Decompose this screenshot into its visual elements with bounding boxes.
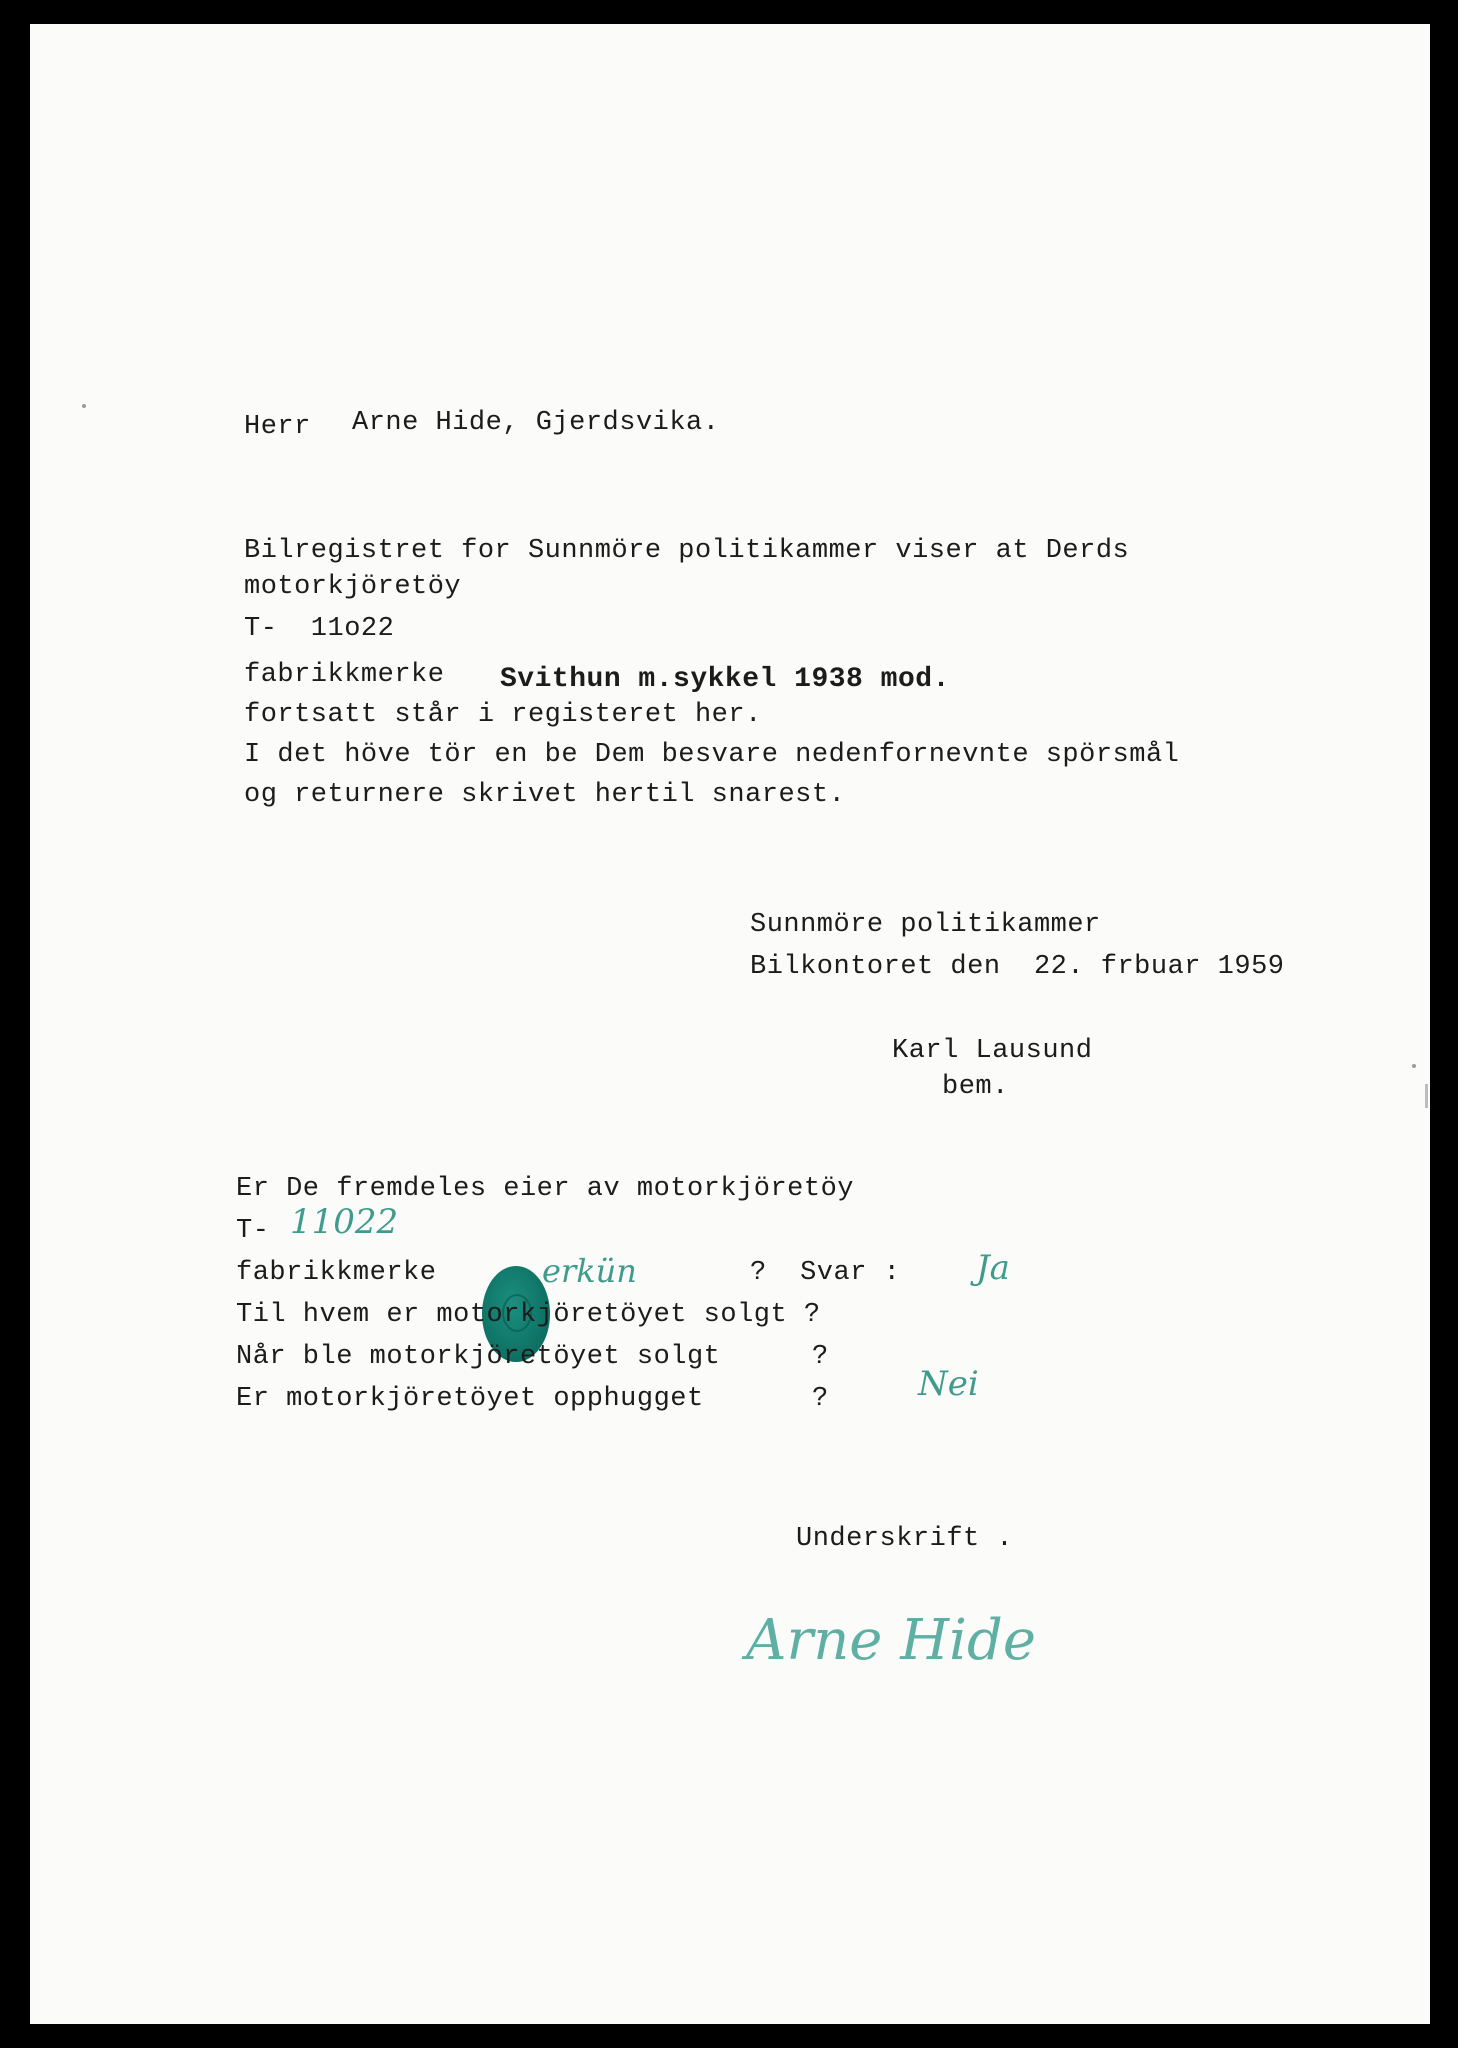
body-line-1: Bilregistret for Sunnmöre politikammer viser at Derds: [244, 536, 1130, 566]
body-line-3: fortsatt står i registeret her.: [244, 700, 762, 730]
sender-dept-date: Bilkontoret den 22. frbuar 1959: [750, 952, 1285, 982]
addressee-prefix: Herr: [244, 412, 311, 442]
addressee-name: Arne Hide, Gjerdsvika.: [352, 408, 720, 438]
signature-label: Underskrift .: [796, 1524, 1014, 1554]
registration-number: T- 11o22: [244, 614, 395, 644]
question-sold-to: Til hvem er motorkjöretöyet solgt ?: [236, 1300, 821, 1330]
question-scrapped: Er motorkjöretöyet opphugget: [236, 1384, 704, 1414]
question-sold-when: Når ble motorkjöretöyet solgt: [236, 1342, 721, 1372]
signer-name: Karl Lausund: [892, 1036, 1093, 1066]
make-value: Svithun m.sykkel 1938 mod.: [500, 664, 950, 695]
body-line-5: og returnere skrivet hertil snarest.: [244, 780, 846, 810]
handwritten-answer-yes: Ja: [976, 1248, 1010, 1288]
question-reg-prefix: T-: [236, 1216, 270, 1246]
body-line-4: I det höve tör en be Dem besvare nedenfornevnte spörsmål: [244, 740, 1180, 770]
question-make-suffix: ? Svar :: [750, 1258, 901, 1288]
letter-page: [30, 24, 1430, 2024]
handwritten-answer-no: Nei: [918, 1364, 979, 1404]
make-label: fabrikkmerke: [244, 660, 445, 690]
handwritten-reg-number: 11022: [290, 1202, 399, 1242]
question-owner: Er De fremdeles eier av motorkjöretöy: [236, 1174, 854, 1204]
paper-edge-mark: [1425, 1084, 1428, 1108]
signer-title: bem.: [942, 1072, 1009, 1102]
question-sold-when-mark: ?: [812, 1342, 829, 1372]
sender-office: Sunnmöre politikammer: [750, 910, 1101, 940]
body-line-2: motorkjöretöy: [244, 572, 462, 602]
question-scrapped-mark: ?: [812, 1384, 829, 1414]
paper-speck: [82, 404, 86, 408]
question-make-label: fabrikkmerke: [236, 1258, 437, 1288]
handwritten-make: erkün: [542, 1252, 637, 1290]
handwritten-signature: Arne Hide: [746, 1608, 1036, 1673]
paper-speck: [1412, 1064, 1416, 1068]
